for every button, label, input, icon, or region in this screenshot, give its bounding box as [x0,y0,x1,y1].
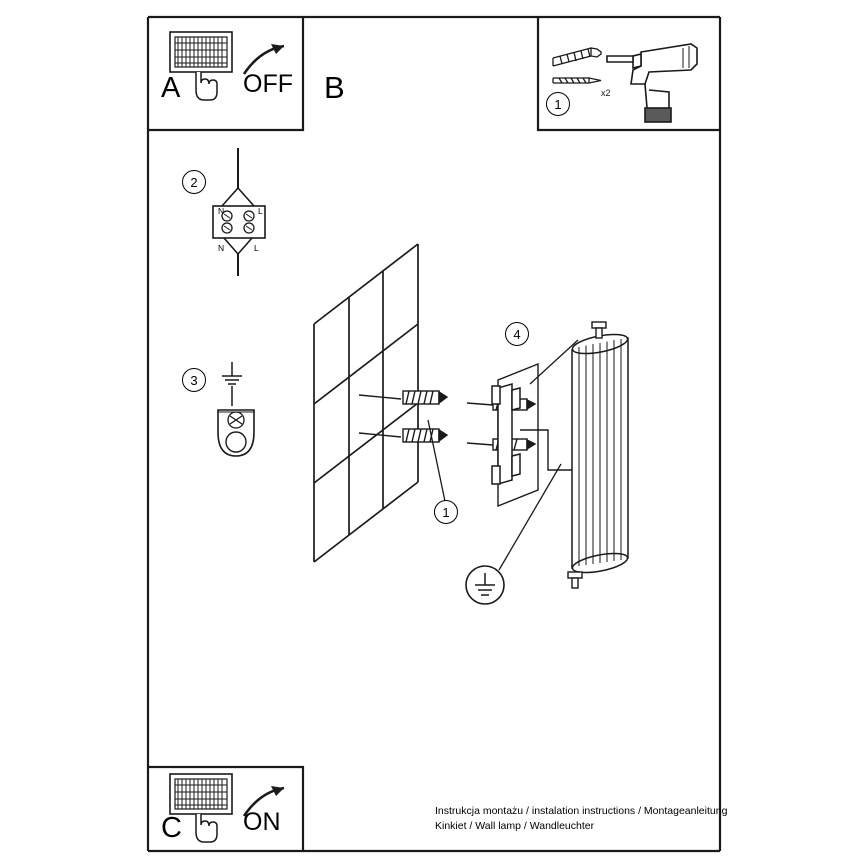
footer-line-1: Instrukcja montażu / instalation instructions / Montageanleitung [435,805,728,817]
step-number-3: 3 [182,368,206,392]
step4-leader-line [528,336,588,396]
earth-connector-diagram [210,360,285,475]
terminal-label-n-bottom: N [218,243,225,253]
terminal-label-l-bottom: L [254,243,259,253]
step-number-4: 4 [505,322,529,346]
tools-icons [545,30,720,130]
step-number-1-wall: 1 [434,500,458,524]
terminal-label-l-top: L [258,206,263,216]
label-a: A [161,72,181,104]
terminal-label-n-top: N [218,206,225,216]
step1-leader-line [424,418,454,513]
step-number-2: 2 [182,170,206,194]
earth-ground-icon [462,565,508,605]
label-b: B [324,70,345,105]
label-c: C [161,812,182,844]
step-number-1-tools: 1 [546,92,570,116]
footer-line-2: Kinkiet / Wall lamp / Wandleuchter [435,820,595,832]
quantity-x2-label: x2 [601,88,611,98]
label-off: OFF [243,70,293,98]
label-on: ON [243,808,281,836]
